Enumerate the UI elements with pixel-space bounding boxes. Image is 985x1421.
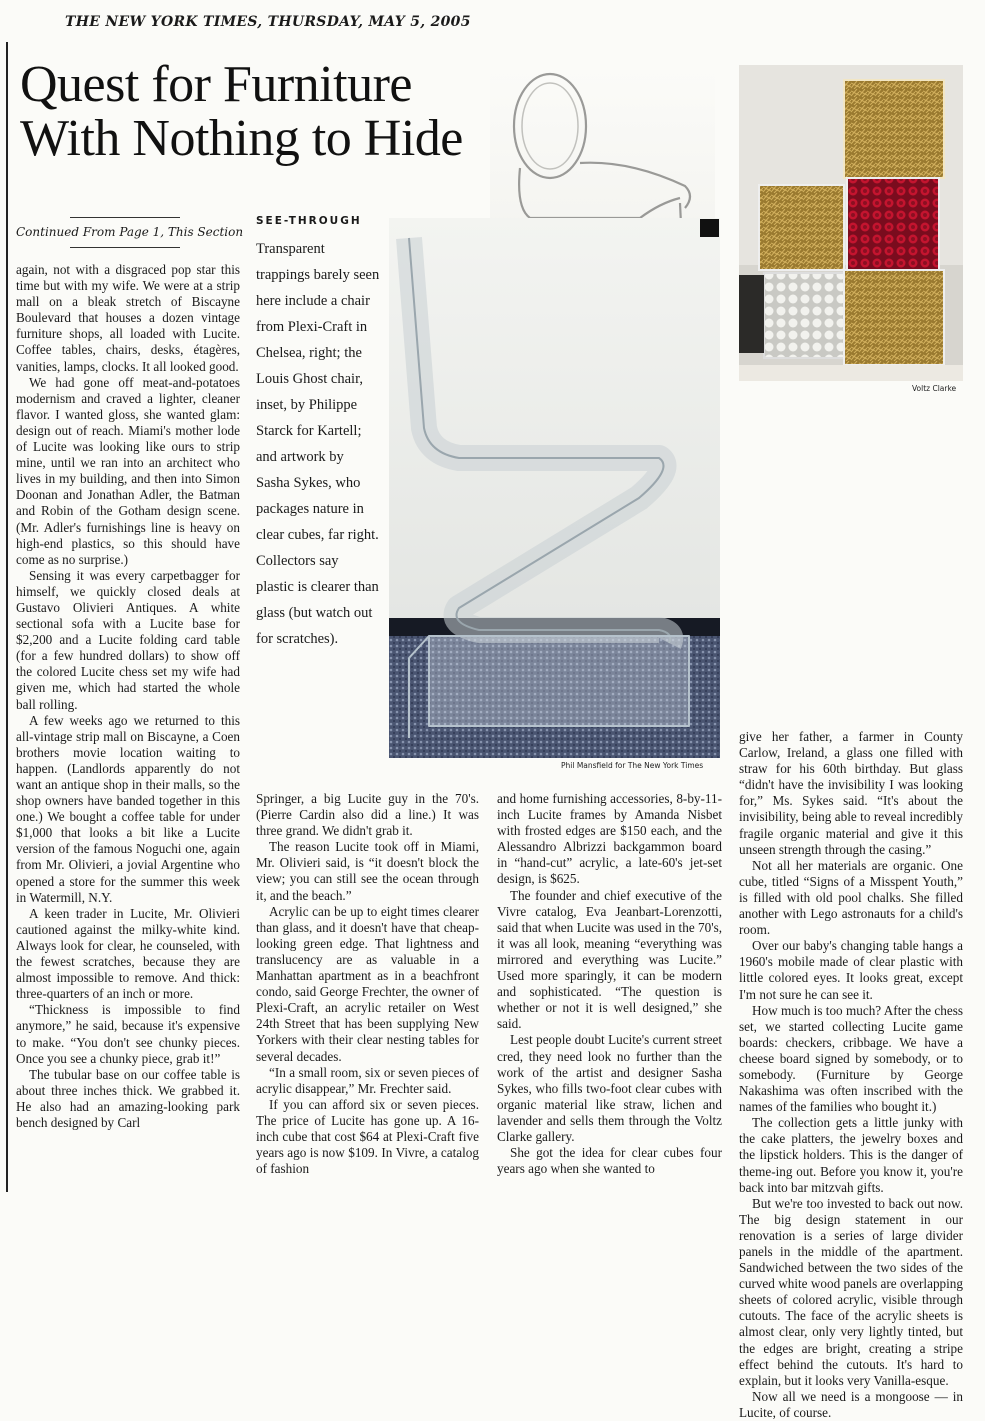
paragraph: The reason Lucite took off in Miami, Mr. Olivieri said, is “it doesn't block the view; you can still see the ocean through it, and the beach.”: [256, 839, 479, 903]
paragraph: The tubular base on our coffee table is about three inches thick. We grabbed it. He also had an amazing-looking park bench designed by Carl: [16, 1066, 240, 1130]
divider-top: [70, 217, 180, 218]
paragraph: A keen trader in Lucite, Mr. Olivieri cautioned against the milky-white kind. Always look for clear, he counseled, with the fewest scratches, because they are almost impossible to remove. And thick: three-quarters of an inch or more.: [16, 905, 240, 1002]
article-column-3: [497, 791, 722, 1177]
photo-caption: Transparent trappings barely seen here include a chair from Plexi-Craft in Chelsea, right; the Louis Ghost chair, inset, by Philippe Starck for Kartell; and artwork by Sasha Sykes, who packages nature in clear cubes, far right. Collectors say plastic is clearer than glass (but watch out for scratches).: [256, 241, 380, 647]
paragraph: “Thickness is impossible to find anymore,” he said, because it's expensive to make. “You don't see chunky pieces. Once you see a chunky piece, grab it!”: [16, 1002, 240, 1066]
main-photo-credit: Phil Mansfield for The New York Times: [561, 761, 704, 770]
paragraph: A few weeks ago we returned to this all-vintage strip mall on Biscayne, a Coen brothers movie location waiting to happen. (Landlords apparently do not want an antique shop in their malls, so the shop owners have banded together in this one.) We bought a coffee table for under $1,000 that looks a bit like a Lucite version of the famous Noguchi one, again from Mr. Olivieri, a jovial Argentine who opened a store for the summer this week in Watermill, N.Y.: [16, 712, 240, 905]
paragraph: Sensing it was every carpetbagger for himself, we quickly closed deals at Gustavo Olivieri Antiques. A white sectional sofa with a Lucite base for $2,200 and a Lucite folding card table (for a few hundred dollars) to show off the colored Lucite chess set my wife had given me, which had started the whole ball rolling.: [16, 567, 240, 712]
paragraph: Not all her materials are organic. One cube, titled “Signs of a Misspent Youth,” is filled with old pool chalks. She filled another with Lego astronauts for a child's room.: [739, 857, 963, 938]
paragraph: How much is too much? After the chess set, we started collecting Lucite game boards: checkers, cribbage. We have a cheese board signed by somebody, or to somebody. (Furniture by George Nakashima was often inscribed with the names of the families who bought it.): [739, 1002, 963, 1115]
cubes-photo-credit: Voltz Clarke: [912, 384, 957, 393]
z-chair-photo: [389, 218, 720, 758]
paragraph: Now all we need is a mongoose — in Lucite, of course.: [739, 1388, 963, 1420]
paragraph: Springer, a big Lucite guy in the 70's. (Pierre Cardin also did a line.) It was three grand. We didn't grab it.: [256, 791, 479, 839]
paragraph: She got the idea for clear cubes four years ago when she wanted to: [497, 1145, 722, 1177]
sasha-sykes-cubes-photo: [739, 65, 963, 381]
paragraph: give her father, a farmer in County Carlow, Ireland, a glass one filled with straw for his 60th birthday. But glass “didn't have the invisibility I was looking for,” Ms. Sykes said. “It's about the invisibility, being able to reveal incredibly fragile organic material and give it this unseen strength through the casing.”: [739, 729, 963, 857]
paragraph: Lest people doubt Lucite's current street cred, they need look no further than the work of the artist and designer Sasha Sykes, who fills two-foot clear cubes with organic material like straw, lichen and lavender and sells them through the Voltz Clarke gallery.: [497, 1032, 722, 1144]
dateline: THE NEW YORK TIMES, THURSDAY, MAY 5, 2005: [65, 14, 471, 30]
article-column-4: [739, 729, 963, 1421]
divider-bottom: [70, 247, 180, 248]
paragraph: and home furnishing accessories, 8-by-11-inch Lucite frames by Amanda Nisbet with frosted edges are $150 each, and the Alessandro Albrizzi backgammon board in “hand-cut” acrylic, a late-60's jet-set design, is $625.: [497, 791, 722, 887]
continuation-note: Continued From Page 1, This Section: [16, 225, 244, 239]
paragraph: Over our baby's changing table hangs a 1960's mobile made of clear plastic with little colored eyes. It looks great, except I'm not sure he can see it.: [739, 938, 963, 1002]
paragraph: Acrylic can be up to eight times clearer than glass, and it doesn't have that cheap-looking green edge. That lightness and translucency are as valuable in a Manhattan apartment as in a beachfront condo, said George Frechter, the owner of Plexi-Craft, an acrylic retailer on West 24th Street that has been supplying New Yorkers with their clear nesting tables for several decades.: [256, 903, 479, 1064]
article-column-2: [256, 791, 479, 1177]
article-column-1: [16, 262, 240, 1131]
paragraph: But we're too invested to back out now. The big design statement in our renovation is a series of large divider panels in the middle of the apartment. Sandwiched between the two sides of the curved white wood panels are overlapping sheets of colored acrylic, visible through cutouts. The face of the acrylic sheets is almost clear, only very lightly tinted, but the edges are bright, creating a stripe effect behind the cutouts. It's hard to explain, but it looks very Vanilla-esque.: [739, 1195, 963, 1388]
page-edge-rule: [6, 42, 8, 1192]
photo-corner-mark: [700, 219, 719, 237]
headline: [20, 58, 500, 166]
paragraph: The collection gets a little junky with the cake platters, the jewelry boxes and the lipstick holders. This is the danger of theme-ing out. Before you know it, you're back into bar mitzvah gifts.: [739, 1115, 963, 1195]
paragraph: The founder and chief executive of the Vivre catalog, Eva Jeanbart-Lorenzotti, said that when Lucite was used in the 70's, it was all look, meaning “everything was mirrored and everything was Lucite.” Used more sparingly, it can be modern and sophisticated. “The question is whether or not it is well designed,” she said.: [497, 887, 722, 1032]
paragraph: “In a small room, six or seven pieces of acrylic disappear,” Mr. Frechter said.: [256, 1064, 479, 1096]
caption-kicker: SEE-THROUGH: [256, 215, 362, 227]
paragraph: We had gone off meat-and-potatoes modernism and craved a lighter, cleaner flavor. I wanted gloss, she wanted glam: design out of reach. Miami's mother lode of Lucite was looking like ours to strip mine, until we ran into an architect who lives in my building, and then into Simon Doonan and Jonathan Adler, the Batman and Robin of the Gotham design scene. (Mr. Adler's furnishings line is heavy on high-end plastics, so this should have come as no surprise.): [16, 374, 240, 567]
headline-line-2: With Nothing to Hide: [20, 110, 463, 167]
paragraph: again, not with a disgraced pop star this time but with my wife. We were at a strip mall on a bleak stretch of Biscayne Boulevard that houses a dozen vintage furniture shops, all loaded with Lucite. Coffee tables, chairs, desks, étagères, vanities, lamps, clocks. It all looked good.: [16, 262, 240, 374]
paragraph: If you can afford six or seven pieces. The price of Lucite has gone up. A 16-inch cube that cost $64 at Plexi-Craft five years ago is now $109. In Vivre, a catalog of fashion: [256, 1096, 479, 1177]
headline-line-1: Quest for Furniture: [20, 56, 412, 113]
